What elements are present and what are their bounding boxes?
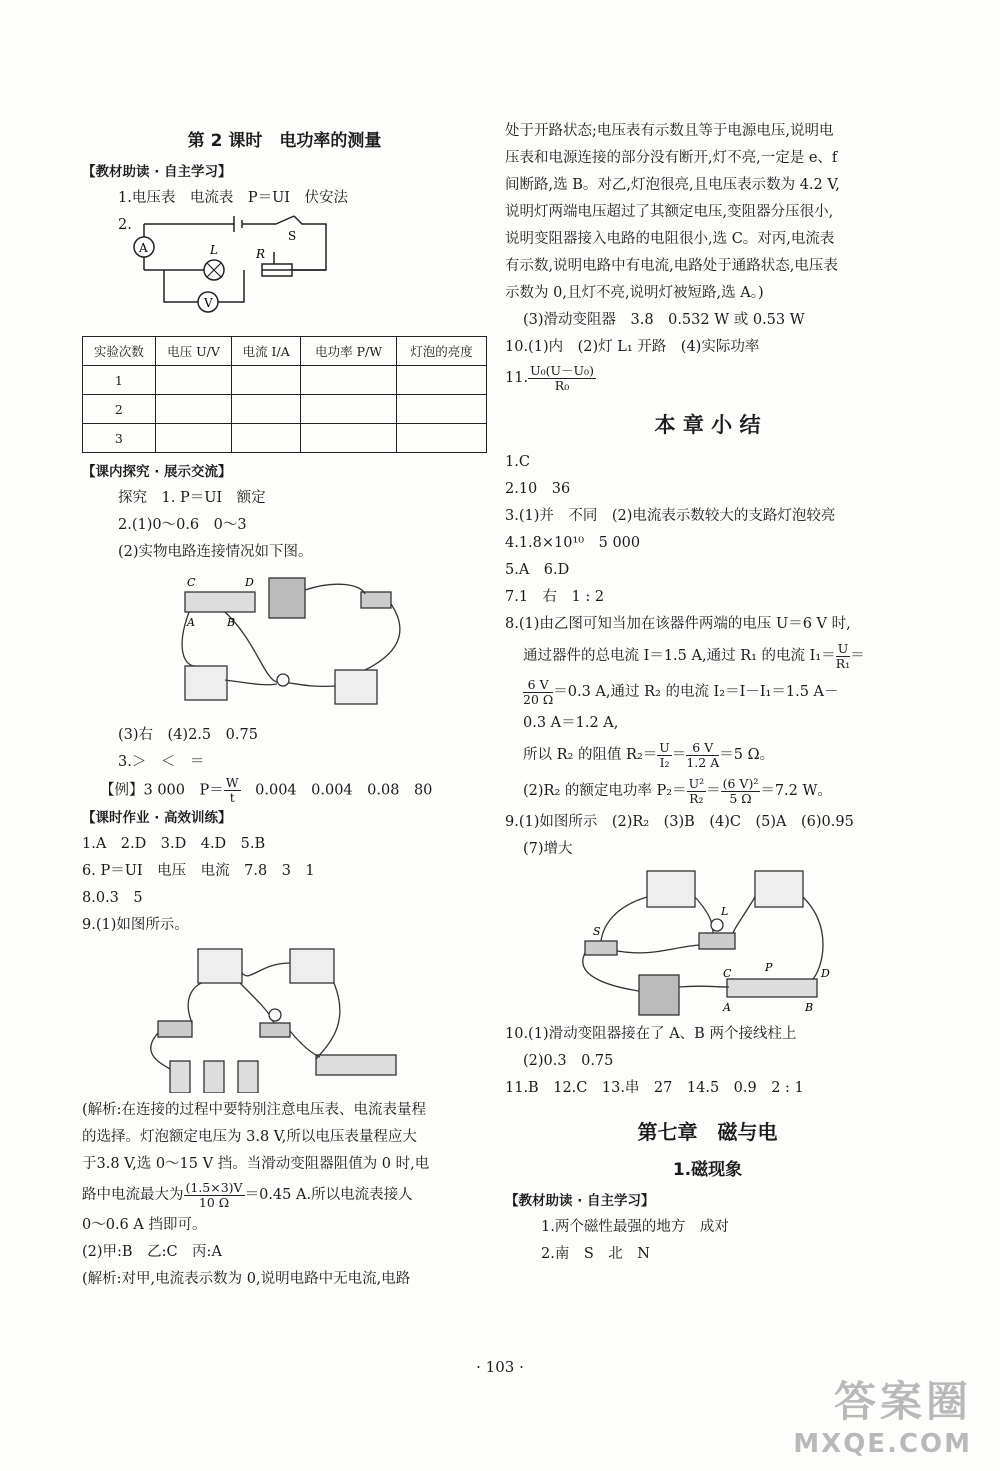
- physical-circuit-figure-1: [165, 570, 405, 718]
- figure-label: B: [226, 616, 235, 629]
- answer-line: 7.1 右 1 : 2: [505, 589, 605, 605]
- answer-line: (3)右 (4)2.5 0.75: [118, 727, 258, 743]
- answer-line: 8.0.3 5: [82, 890, 143, 906]
- answer-line: 4.1.8×10¹⁰ 5 000: [505, 535, 641, 551]
- figure-label: A: [186, 616, 195, 629]
- fraction: $\frac{U}{\text{I₂}}$: [659, 739, 670, 770]
- answer-line: 探究 1. P＝UI 额定: [118, 490, 266, 506]
- physical-circuit-figure-2: [140, 943, 430, 1093]
- answer-line: (2)甲:B 乙:C 丙:A: [82, 1244, 222, 1260]
- example-line: 【例】3 000 P＝ $\frac{W}{t}$ 0.004 0.004 0.08 80: [100, 775, 433, 805]
- analysis-line: 处于开路状态;电压表有示数且等于电源电压,说明电: [505, 123, 834, 139]
- left-column: [82, 118, 487, 1293]
- fraction: $\frac{6 V}{20 \Omega}$: [523, 676, 554, 707]
- answer-line: 1.两个磁性最强的地方 成对: [541, 1219, 729, 1235]
- circuit-label: L: [210, 243, 218, 257]
- figure-label: S: [592, 925, 601, 938]
- table-header: 灯泡的亮度: [397, 337, 487, 366]
- circuit-label: S: [288, 229, 297, 243]
- answer-line: $\frac{6 V}{20 \Omega}$ ＝0.3 A,通过 R₂ 的电流 I₂＝I－I₁＝1.5 A－: [523, 676, 839, 707]
- circuit-figure: [82, 212, 487, 332]
- answer-line: 9.(1)如图所示 (2)R₂ (3)B (4)C (5)A (6)0.95: [505, 814, 854, 830]
- table-row: 2: [83, 395, 487, 424]
- fraction: $\frac{\text{U₀(U－U₀)}}{\text{R₀}}$: [530, 362, 594, 393]
- answer-line: (2)0.3 0.75: [523, 1053, 614, 1069]
- analysis-line: 示数为 0,且灯不亮,说明灯被短路,选 A。): [505, 285, 764, 301]
- answer-line: 2.(1)0～0.6 0～3: [118, 517, 247, 533]
- figure-label: B: [804, 1001, 813, 1014]
- answer-line: 2.南 S 北 N: [541, 1246, 650, 1262]
- answer-line: 11. $\frac{\text{U₀(U－U₀)}}{\text{R₀}}$: [505, 362, 594, 393]
- section-heading: 【课时作业 · 高效训练】: [82, 810, 232, 826]
- figure-label: P: [764, 961, 772, 974]
- figure-label: D: [820, 967, 830, 980]
- fraction: $\frac{W}{t}$: [225, 775, 239, 805]
- analysis-line: (解析:在连接的过程中要特别注意电压表、电流表量程: [82, 1102, 427, 1118]
- answer-line: 通过器件的总电流 I＝1.5 A,通过 R₁ 的电流 I₁＝ $\frac{U}{\text{R₁}}$ ＝: [523, 640, 865, 671]
- fraction: $\frac{\text{(6 V)²}}{5 \Omega}$: [722, 775, 759, 806]
- section-heading: 【课内探究 · 展示交流】: [82, 464, 232, 480]
- table-header: 电压 U/V: [155, 337, 232, 366]
- fraction: $\frac{6 V}{1.2 A}$: [686, 739, 720, 770]
- subsection-title: 1.磁现象: [672, 1160, 743, 1180]
- answer-line: 0.3 A＝1.2 A,: [523, 715, 619, 731]
- answer-line: 11.B 12.C 13.串 27 14.5 0.9 2 : 1: [505, 1080, 804, 1096]
- answer-line: 10.(1)内 (2)灯 L₁ 开路 (4)实际功率: [505, 339, 760, 355]
- chapter-title: 第七章 磁与电: [637, 1120, 778, 1144]
- answer-line: 10.(1)滑动变阻器接在了 A、B 两个接线柱上: [505, 1026, 797, 1042]
- answer-line: (7)增大: [523, 841, 573, 857]
- answer-line: 5.A 6.D: [505, 562, 570, 578]
- answer-line: 1.电压表 电流表 P＝UI 伏安法: [118, 190, 349, 206]
- fraction: $\frac{U}{\text{R₁}}$: [835, 640, 851, 671]
- analysis-line: 说明变阻器接入电路的电阻很小,选 C。对丙,电流表: [505, 231, 835, 247]
- analysis-line: 说明灯两端电压超过了其额定电压,变阻器分压很小,: [505, 204, 834, 220]
- table-header: 实验次数: [83, 337, 156, 366]
- lesson-title: 第 2 课时 电功率的测量: [187, 131, 382, 151]
- figure-label: C: [186, 576, 195, 589]
- section-heading: 【教材助读 · 自主学习】: [82, 164, 232, 180]
- page-number: · 103 ·: [476, 1358, 524, 1376]
- answer-line: (2)R₂ 的额定电功率 P₂＝ $\frac{\text{U²}}{\text{R₂}}$ ＝ $\frac{\text{(6 V)²}}{5 \Omega}$ ＝7.2 W。: [523, 775, 832, 806]
- summary-title: 本 章 小 结: [654, 413, 761, 437]
- analysis-line: 路中电流最大为 $\frac{(1.5\times 3)V}{10 \Omega}$ ＝0.45 A.所以电流表接人: [82, 1179, 413, 1210]
- answer-line: 9.(1)如图所示。: [82, 917, 189, 933]
- section-heading: 【教材助读 · 自主学习】: [505, 1193, 655, 1209]
- figure-label: L: [720, 905, 728, 918]
- physical-circuit-figure-3: [573, 867, 843, 1017]
- figure-label: A: [722, 1001, 731, 1014]
- analysis-line: 间断路,选 B。对乙,灯泡很亮,且电压表示数为 4.2 V,: [505, 177, 840, 193]
- figure-label: D: [244, 576, 254, 589]
- experiment-table: [82, 336, 487, 453]
- analysis-line: 的选择。灯泡额定电压为 3.8 V,所以电压表量程应大: [82, 1129, 417, 1145]
- figure-label: C: [722, 967, 731, 980]
- answer-line: 1.C: [505, 454, 530, 470]
- answer-line: (2)实物电路连接情况如下图。: [118, 544, 313, 560]
- analysis-line: 0～0.6 A 挡即可。: [82, 1217, 207, 1233]
- fraction: $\frac{\text{U²}}{\text{R₂}}$: [688, 775, 705, 806]
- answer-line: 6. P＝UI 电压 电流 7.8 3 1: [82, 863, 315, 879]
- circuit-label: A: [139, 241, 148, 255]
- circuit-diagram: [126, 212, 386, 332]
- table-header: 电功率 P/W: [301, 337, 397, 366]
- answer-line: 1.A 2.D 3.D 4.D 5.B: [82, 836, 266, 852]
- table-header: 电流 I/A: [232, 337, 301, 366]
- answer-line: 所以 R₂ 的阻值 R₂＝ $\frac{U}{\text{I₂}}$ ＝ $\frac{6 V}{1.2 A}$ ＝5 Ω。: [523, 739, 775, 770]
- answer-line: 3.(1)并 不同 (2)电流表示数较大的支路灯泡较亮: [505, 508, 836, 524]
- right-column: [505, 118, 910, 1268]
- fraction: $\frac{(1.5\times 3)V}{10 \Omega}$: [185, 1179, 243, 1210]
- analysis-line: (解析:对甲,电流表示数为 0,说明电路中无电流,电路: [82, 1271, 411, 1287]
- analysis-line: 压表和电源连接的部分没有断开,灯不亮,一定是 e、f: [505, 150, 838, 166]
- watermark-url: MXQE.COM: [793, 1429, 972, 1459]
- circuit-label: R: [256, 247, 266, 261]
- analysis-line: 于3.8 V,选 0～15 V 挡。当滑动变阻器阻值为 0 时,电: [82, 1156, 430, 1172]
- table-row: 3: [83, 424, 487, 453]
- table-row: 1: [83, 366, 487, 395]
- circuit-label: V: [204, 296, 213, 310]
- answer-line: 3.＞ ＜ ＝: [118, 754, 205, 770]
- watermark: [793, 1369, 972, 1459]
- analysis-line: 有示数,说明电路中有电流,电路处于通路状态,电压表: [505, 258, 838, 274]
- watermark-text: 答案圈: [833, 1377, 972, 1426]
- answer-line: 2.10 36: [505, 481, 571, 497]
- answer-line: 8.(1)由乙图可知当加在该器件两端的电压 U＝6 V 时,: [505, 616, 851, 632]
- item-number: 2.: [118, 217, 132, 233]
- answer-line: (3)滑动变阻器 3.8 0.532 W 或 0.53 W: [523, 312, 805, 328]
